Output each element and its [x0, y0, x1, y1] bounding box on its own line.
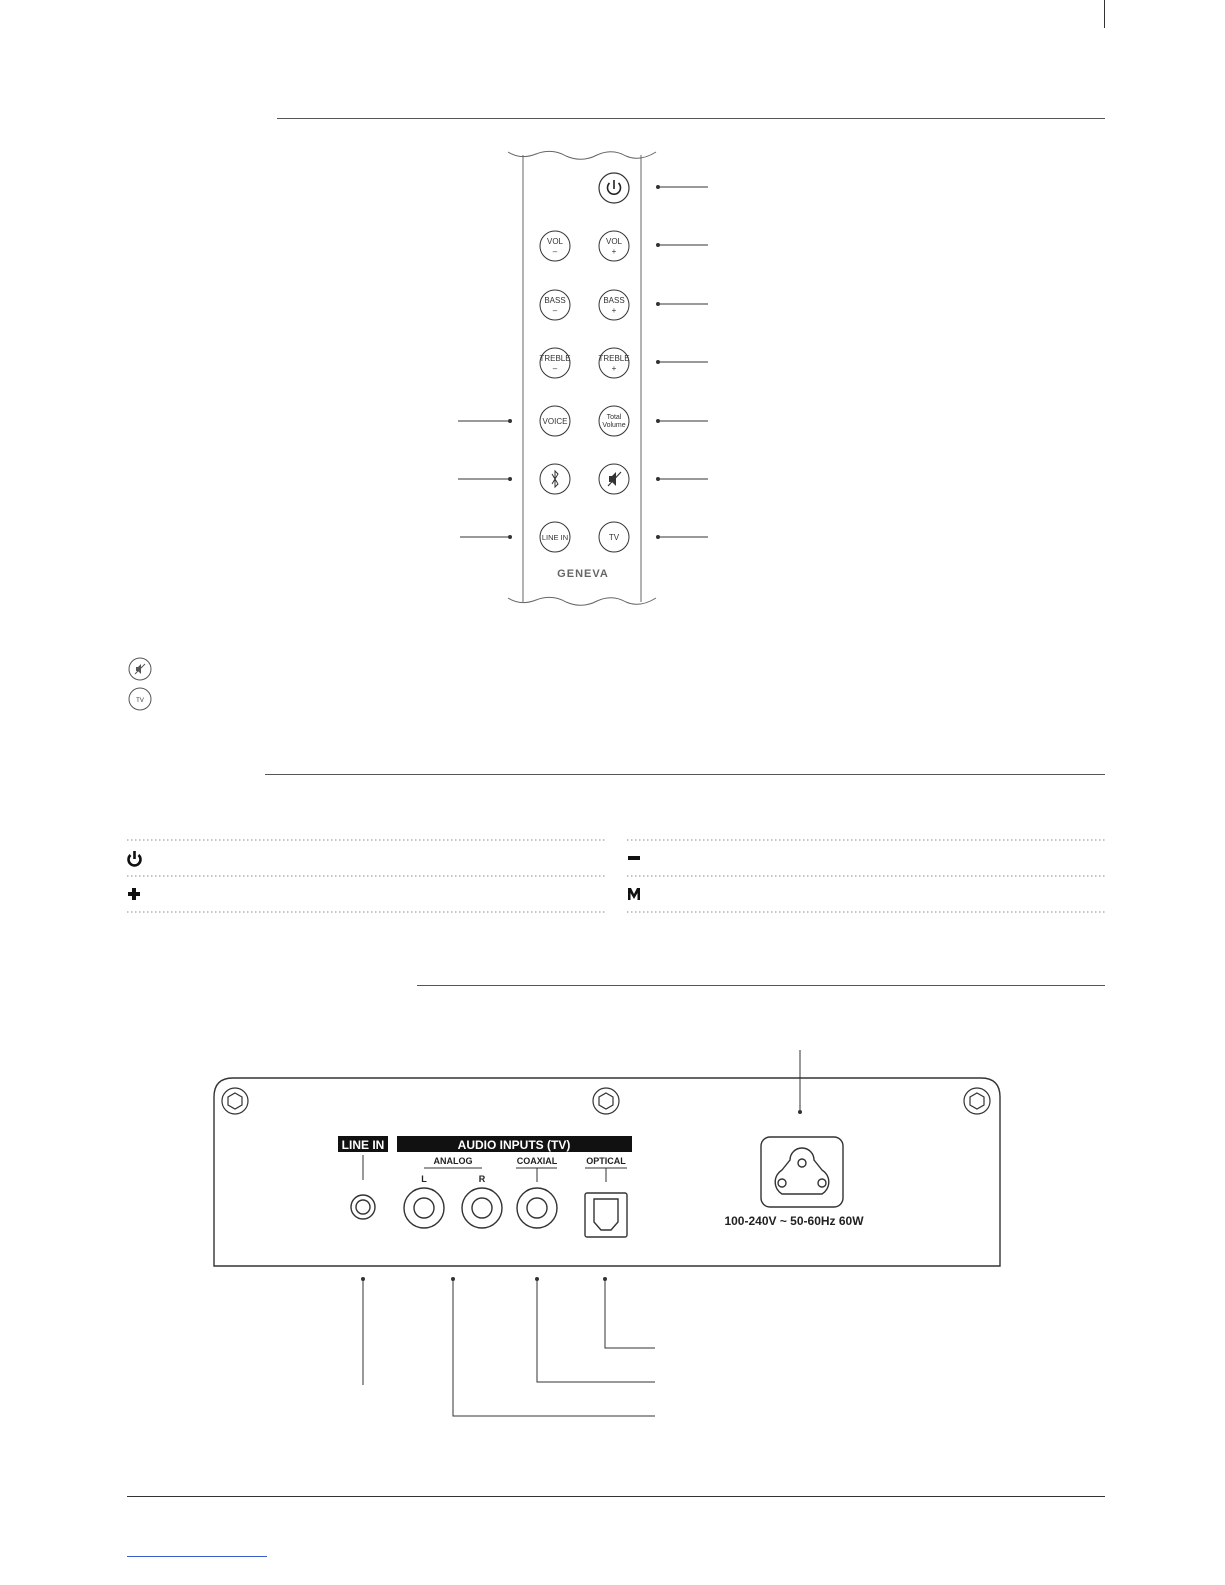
legend-tv-icon [129, 688, 151, 710]
remote-vol-plus-button[interactable] [599, 231, 629, 261]
remote-treble-minus-button[interactable] [539, 348, 570, 378]
screw-left [222, 1088, 248, 1114]
remote-callouts-right [657, 186, 709, 539]
treble-plus-label-1: TREBLE [598, 354, 630, 363]
rear-right-label: R [478, 1174, 486, 1184]
bass-plus-label-1: BASS [603, 296, 625, 305]
screw-right [964, 1088, 990, 1114]
rear-panel [214, 1078, 1000, 1266]
bass-plus-label-2: + [611, 306, 617, 315]
treble-plus-label-2: + [611, 364, 617, 373]
remote-bass-plus-button[interactable] [599, 290, 629, 320]
tv-label: TV [608, 533, 620, 542]
remote-bluetooth-button[interactable] [540, 464, 570, 494]
rear-analog-label: ANALOG [433, 1156, 473, 1166]
vol-minus-label-2: – [552, 247, 558, 256]
optical-jack [585, 1193, 627, 1237]
analog-right-jack [462, 1188, 502, 1228]
control-table [127, 840, 1105, 912]
remote-tv-button[interactable] [599, 522, 629, 552]
line-in-jack [351, 1195, 375, 1219]
power-icon [129, 851, 141, 865]
total-volume-label-1: Total [606, 414, 622, 421]
remote-treble-plus-button[interactable] [598, 348, 629, 378]
plus-icon [128, 888, 140, 900]
remote-total-volume-button[interactable] [599, 406, 629, 436]
remote-brand-logo: GENEVA [557, 568, 609, 580]
treble-minus-label-2: – [552, 364, 558, 373]
remote-line-in-button[interactable] [540, 522, 570, 552]
remote-power-button[interactable] [599, 173, 629, 203]
rear-optical-label: OPTICAL [586, 1156, 626, 1166]
legend-mute-icon [129, 658, 151, 680]
remote-mute-button[interactable] [599, 464, 629, 494]
treble-minus-label-1: TREBLE [539, 354, 571, 363]
legend-tv-label: TV [136, 698, 144, 704]
remote-voice-button[interactable] [540, 406, 570, 436]
remote-vol-minus-button[interactable] [540, 231, 570, 261]
rear-coaxial-label: COAXIAL [516, 1156, 558, 1166]
bass-minus-label-2: – [552, 306, 558, 315]
rear-audio-inputs-label: AUDIO INPUTS (TV) [457, 1138, 571, 1152]
remote-callouts-left [458, 420, 512, 539]
rear-line-in-label: LINE IN [341, 1138, 385, 1152]
bass-minus-label-1: BASS [544, 296, 566, 305]
vol-minus-label-1: VOL [546, 237, 564, 246]
m-icon [628, 888, 640, 900]
vol-plus-label-2: + [611, 247, 617, 256]
screw-center [593, 1088, 619, 1114]
analog-left-jack [404, 1188, 444, 1228]
line-in-label: LINE IN [541, 533, 569, 542]
rear-power-rating: 100-240V ~ 50-60Hz 60W [724, 1214, 864, 1228]
coaxial-jack [517, 1188, 557, 1228]
total-volume-label-2: Volume [602, 422, 626, 429]
remote-bass-minus-button[interactable] [540, 290, 570, 320]
rear-left-label: L [421, 1174, 427, 1184]
remote-control [508, 151, 656, 605]
vol-plus-label-1: VOL [605, 237, 623, 246]
minus-icon [628, 856, 640, 860]
voice-label: VOICE [542, 417, 568, 426]
power-inlet [761, 1137, 843, 1207]
